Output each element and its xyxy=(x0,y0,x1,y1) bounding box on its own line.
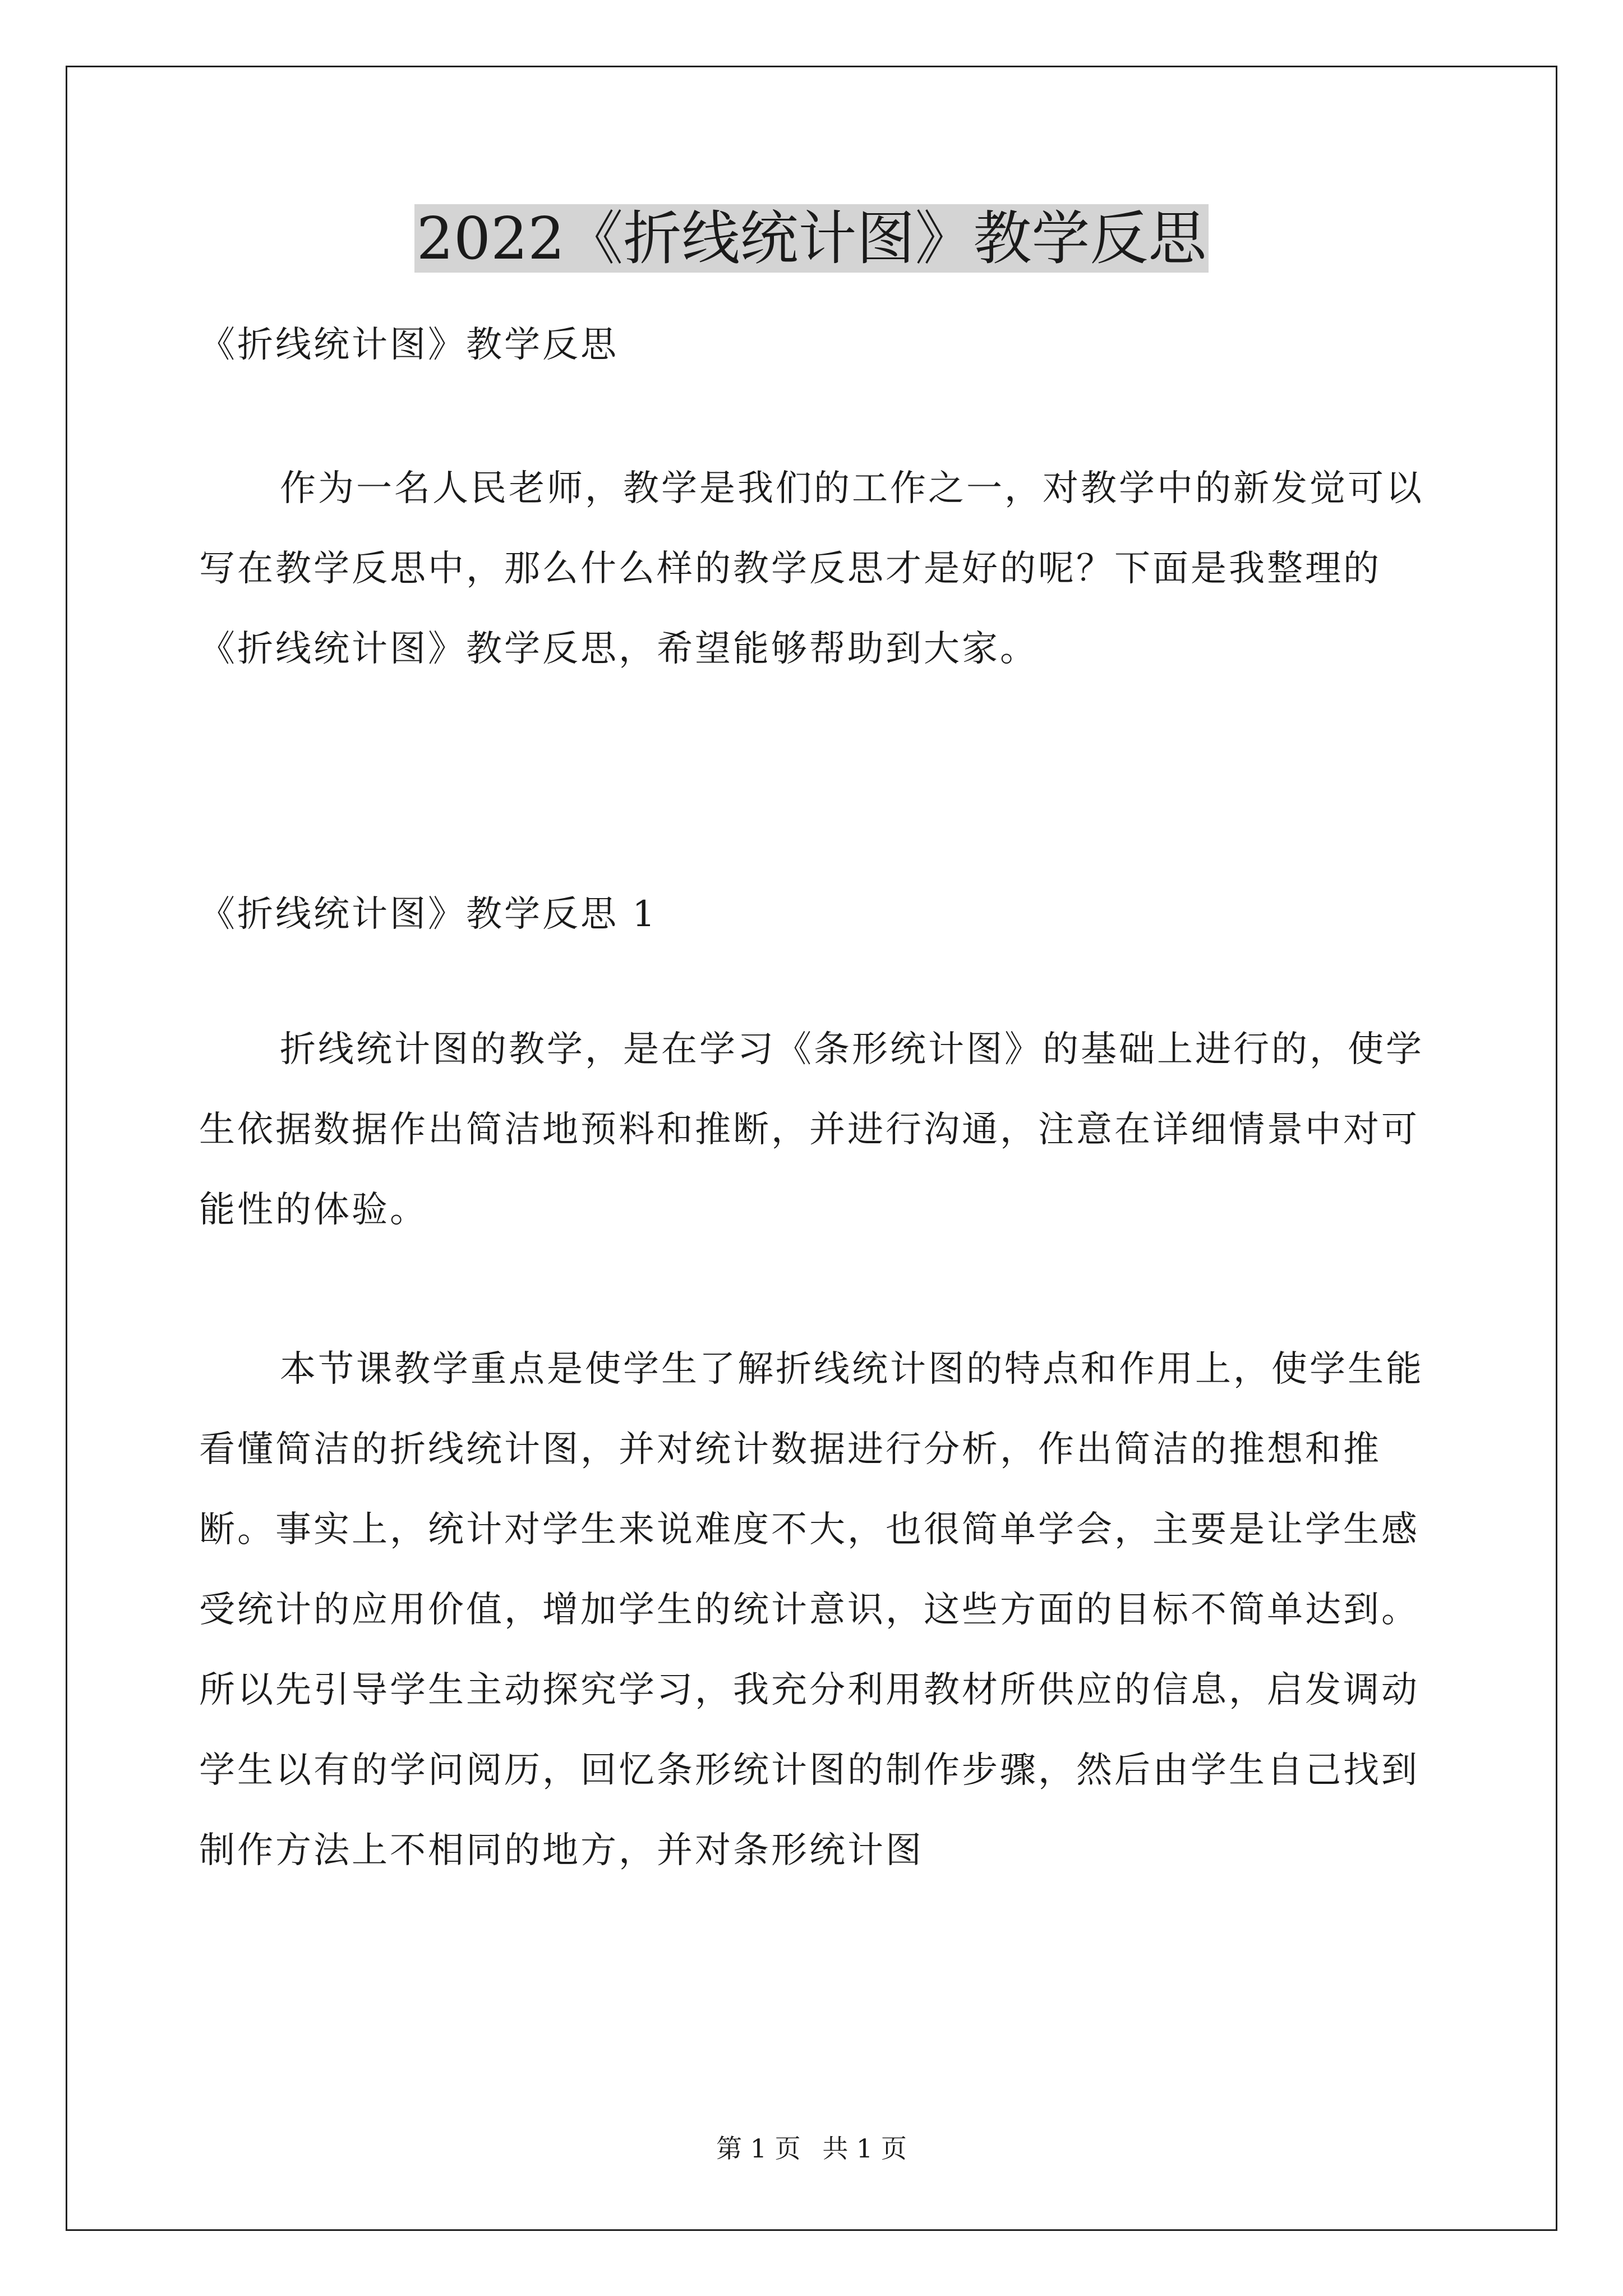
page-footer xyxy=(0,2132,1623,2165)
intro-heading: 《折线统计图》教学反思 xyxy=(199,324,619,366)
intro-paragraph: 作为一名人民老师，教学是我们的工作之一，对教学中的新发觉可以写在教学反思中，那么什么样的教学反思才是好的呢？下面是我整理的《折线统计图》教学反思，希望能够帮助到大家。 xyxy=(199,468,1424,670)
section1-paragraph-2: 本节课教学重点是使学生了解折线统计图的特点和作用上，使学生能看懂简洁的折线统计图，并对统计数据进行分析，作出简洁的推想和推断。事实上，统计对学生来说难度不大，也很简单学会，主要是让学生感受统计的应用价值，增加学生的统计意识，这些方面的目标不简单达到。所以先引导学生主动探究学习，我充分利用教材所供应的信息，启发调动学生以有的学问阅历，回忆条形统计图的制作步骤，然后由学生自己找到制作方法上不相同的地方，并对条形统计图 xyxy=(199,1349,1424,1871)
section1-paragraph-1: 折线统计图的教学，是在学习《条形统计图》的基础上进行的，使学生依据数据作出简洁地预料和推断，并进行沟通，注意在详细情景中对可能性的体验。 xyxy=(199,1029,1424,1231)
page-number: 第 1 页 xyxy=(716,2133,801,2164)
page-total: 共 1 页 xyxy=(822,2133,907,2164)
document-title-text: 2022《折线统计图》教学反思 xyxy=(414,204,1209,273)
section1-heading: 《折线统计图》教学反思 1 xyxy=(199,894,658,935)
document-title xyxy=(0,199,1623,278)
